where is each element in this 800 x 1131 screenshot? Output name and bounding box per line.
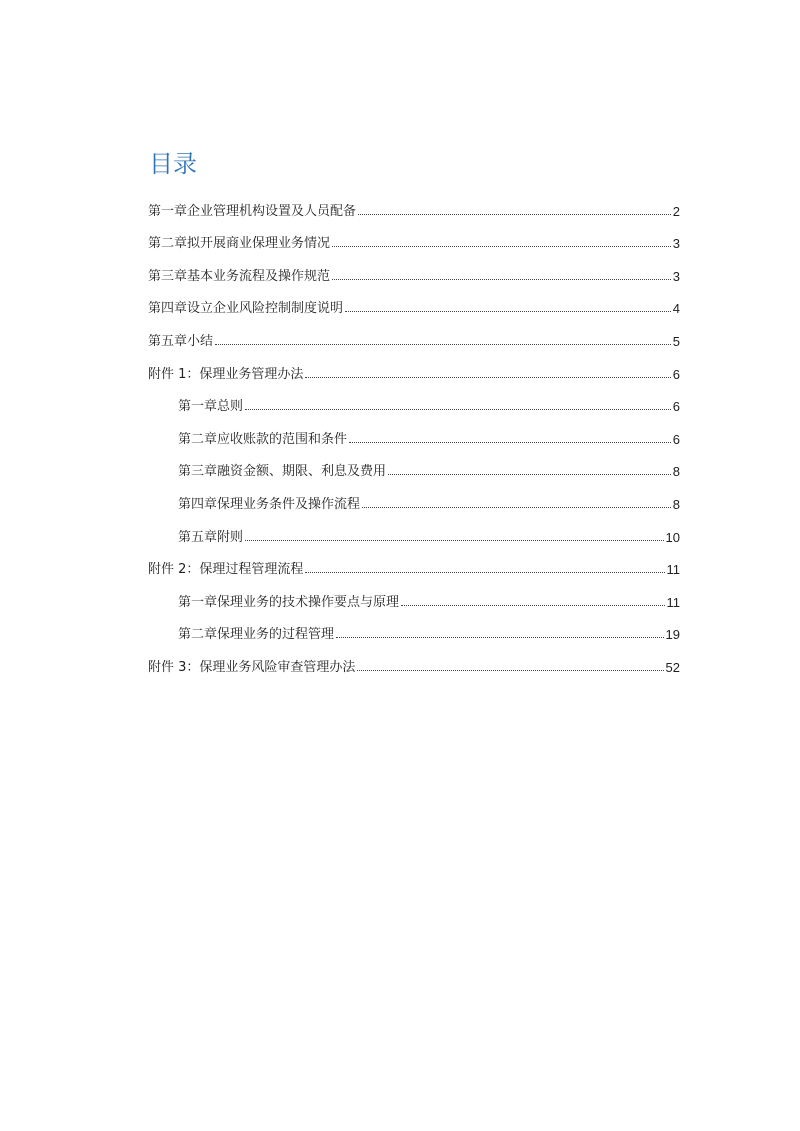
toc-entry[interactable] <box>148 255 680 288</box>
toc-entry-page-number: 52 <box>665 659 680 675</box>
toc-entry-page-number: 5 <box>672 333 680 349</box>
toc-entry-page-number: 2 <box>672 203 680 219</box>
toc-title: 目录 <box>149 150 197 178</box>
toc-entry-label: 第二章应收账款的范围和条件 <box>178 431 348 447</box>
toc-dot-leader <box>305 572 664 573</box>
toc-entry-page-number: 3 <box>672 236 680 252</box>
toc-dot-leader <box>362 507 671 508</box>
toc-entry[interactable] <box>148 646 680 679</box>
toc-dot-leader <box>345 311 671 312</box>
toc-dot-leader <box>357 670 663 671</box>
toc-dot-leader <box>349 442 671 443</box>
toc-entry-page-number: 6 <box>672 366 680 382</box>
toc-entry-label: 附件 1：保理业务管理办法 <box>148 366 304 382</box>
toc-entry[interactable] <box>148 320 680 353</box>
toc-entry-label: 第四章设立企业风险控制制度说明 <box>148 301 344 317</box>
toc-entry-page-number: 11 <box>666 562 680 578</box>
toc-entry-label: 第三章融资金额、期限、利息及费用 <box>178 464 387 480</box>
toc-dot-leader <box>305 377 670 378</box>
toc-entry[interactable] <box>148 614 680 647</box>
toc-entry-label: 附件 3：保理业务风险审查管理办法 <box>148 659 356 675</box>
toc-entry-label: 第五章小结 <box>148 333 214 349</box>
toc-entry-page-number: 4 <box>672 301 680 317</box>
toc-dot-leader <box>215 344 671 345</box>
toc-entry-page-number: 10 <box>665 529 680 545</box>
toc-entry[interactable] <box>148 549 680 582</box>
toc-entry-label: 第一章总则 <box>178 399 244 415</box>
toc-list <box>148 190 680 679</box>
toc-entry-page-number: 3 <box>672 268 680 284</box>
toc-dot-leader <box>388 474 671 475</box>
toc-dot-leader <box>401 605 664 606</box>
toc-entry-page-number: 11 <box>666 594 680 610</box>
toc-entry[interactable] <box>148 483 680 516</box>
toc-entry[interactable] <box>148 288 680 321</box>
toc-entry-label: 第四章保理业务条件及操作流程 <box>178 496 361 512</box>
toc-dot-leader <box>336 637 664 638</box>
toc-entry[interactable] <box>148 386 680 419</box>
toc-entry-page-number: 8 <box>672 464 680 480</box>
toc-dot-leader <box>245 409 671 410</box>
toc-entry[interactable] <box>148 190 680 223</box>
toc-entry-page-number: 6 <box>672 399 680 415</box>
toc-dot-leader <box>245 540 664 541</box>
toc-entry-label: 第二章拟开展商业保理业务情况 <box>148 236 331 252</box>
toc-entry[interactable] <box>148 353 680 386</box>
toc-entry-label: 第三章基本业务流程及操作规范 <box>148 268 331 284</box>
toc-entry-page-number: 19 <box>665 627 680 643</box>
toc-entry-label: 第一章企业管理机构设置及人员配备 <box>148 203 357 219</box>
toc-entry[interactable] <box>148 418 680 451</box>
toc-entry-label: 附件 2：保理过程管理流程 <box>148 562 304 578</box>
toc-entry[interactable] <box>148 451 680 484</box>
toc-entry[interactable] <box>148 581 680 614</box>
toc-dot-leader <box>332 246 671 247</box>
toc-dot-leader <box>332 279 671 280</box>
toc-dot-leader <box>358 214 671 215</box>
toc-entry[interactable] <box>148 516 680 549</box>
toc-entry[interactable] <box>148 223 680 256</box>
toc-entry-page-number: 6 <box>672 431 680 447</box>
toc-entry-label: 第五章附则 <box>178 529 244 545</box>
toc-entry-page-number: 8 <box>672 496 680 512</box>
toc-entry-label: 第二章保理业务的过程管理 <box>178 627 335 643</box>
toc-entry-label: 第一章保理业务的技术操作要点与原理 <box>178 594 400 610</box>
